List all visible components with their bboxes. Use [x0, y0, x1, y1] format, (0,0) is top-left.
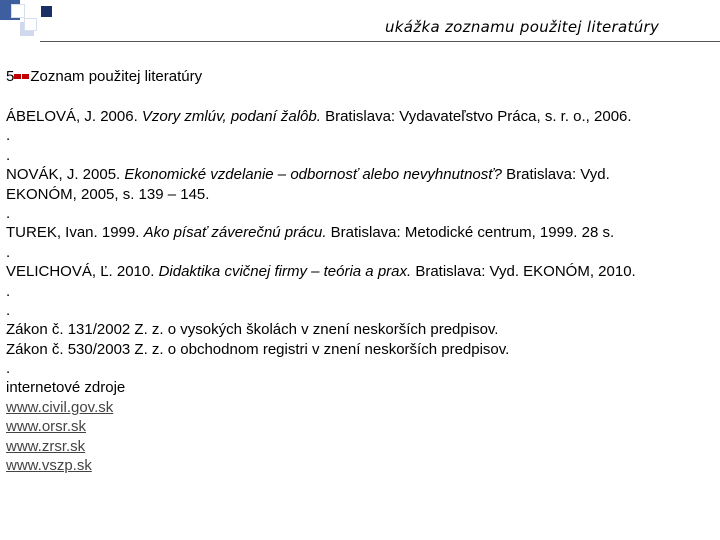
decorative-square	[11, 4, 25, 18]
slide-title: ukážka zoznamu použitej literatúry	[385, 18, 660, 36]
separator-mark	[22, 74, 29, 79]
reference-line: .	[6, 360, 11, 378]
decorative-square	[41, 6, 52, 17]
reference-line: NOVÁK, J. 2005. Ekonomické vzdelanie – odbornosť alebo nevyhnutnosť? Bratislava: Vyd.	[6, 166, 610, 184]
section-number: 5	[6, 68, 15, 85]
internet-sources-label: internetové zdroje	[6, 379, 126, 397]
reference-line: ÁBELOVÁ, J. 2006. Vzory zmlúv, podaní žalôb. Bratislava: Vydavateľstvo Práca, s. r. o., 2006.	[6, 108, 632, 125]
reference-list	[6, 107, 718, 475]
reference-line: TUREK, Ivan. 1999. Ako písať záverečnú prácu. Bratislava: Metodické centrum, 1999. 28 s.	[6, 224, 615, 242]
section-heading	[6, 68, 202, 85]
separator-mark	[14, 74, 21, 79]
decorative-square	[24, 18, 37, 31]
reference-line: .	[6, 204, 11, 222]
reference-line: Zákon č. 530/2003 Z. z. o obchodnom registri v znení neskorších predpisov.	[6, 340, 510, 358]
reference-line: .	[6, 146, 11, 164]
reference-line: .	[6, 243, 11, 261]
reference-line: .	[6, 301, 11, 319]
reference-line: .	[6, 282, 11, 300]
reference-line: VELICHOVÁ, Ľ. 2010. Didaktika cvičnej firmy – teória a prax. Bratislava: Vyd. EKONÓM, 2010.	[6, 263, 636, 281]
reference-line: Zákon č. 131/2002 Z. z. o vysokých školách v znení neskorších predpisov.	[6, 321, 499, 339]
link-vszp[interactable]: www.vszp.sk	[6, 457, 92, 475]
link-orsr[interactable]: www.orsr.sk	[6, 418, 87, 436]
title-divider	[40, 41, 720, 42]
section-title: Zoznam použitej literatúry	[30, 68, 203, 85]
link-zrsr[interactable]: www.zrsr.sk	[6, 437, 86, 455]
link-civil[interactable]: www.civil.gov.sk	[6, 398, 114, 416]
reference-line: EKONÓM, 2005, s. 139 – 145.	[6, 185, 210, 203]
reference-line: .	[6, 127, 11, 145]
